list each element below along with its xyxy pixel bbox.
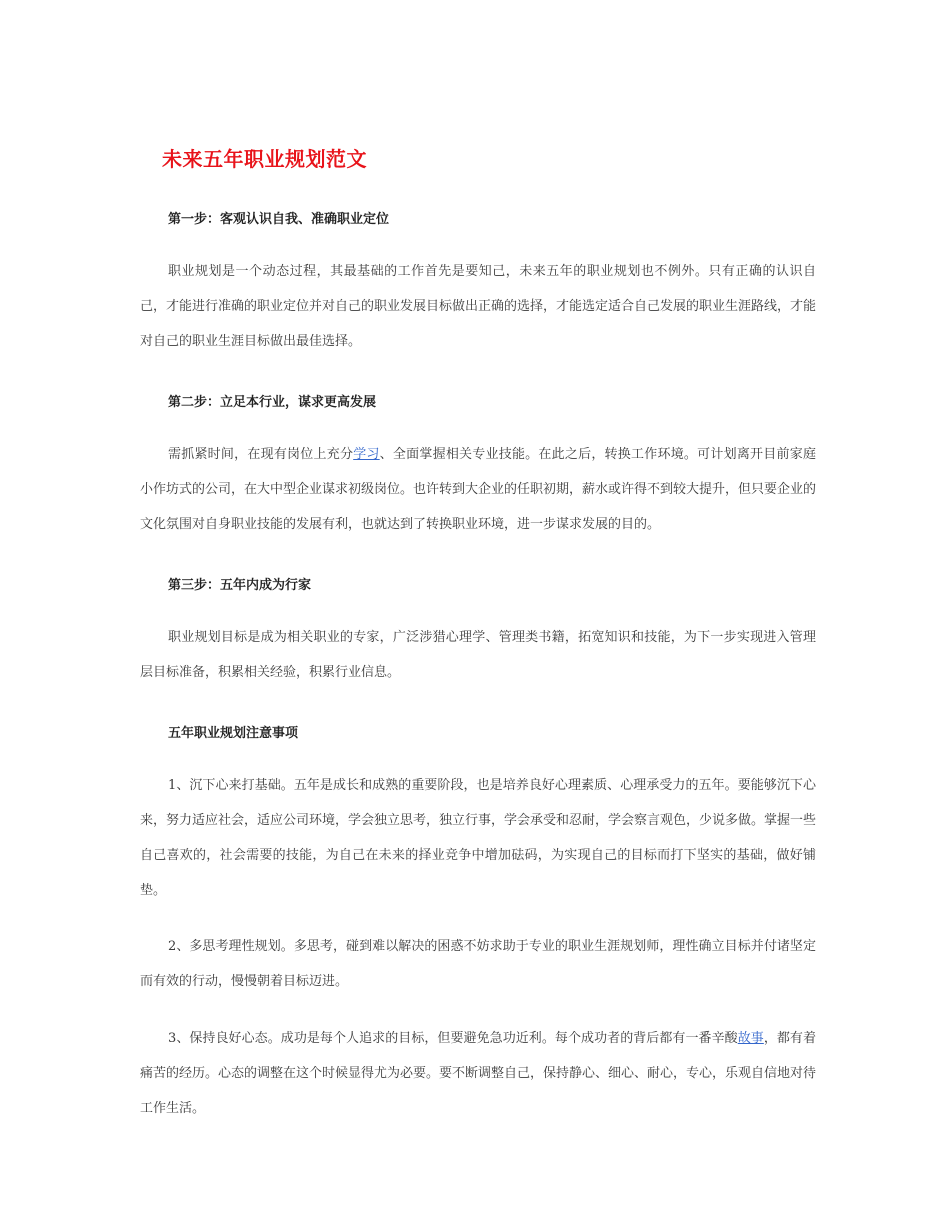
step2-paragraph	[140, 437, 816, 542]
note3-text-after-link: ，都有着痛苦的经历。心态的调整在这个时候显得尤为必要。要不断调整自己，保持静心、细心、耐心，专心，乐观自信地对待工作生活。	[140, 1031, 817, 1116]
note-item-2: 2、多思考理性规划。多思考，碰到难以解决的困惑不妨求助于专业的职业生涯规划师，理性确立目标并付诸坚定而有效的行动，慢慢朝着目标迈进。	[140, 939, 816, 989]
step3-heading: 第三步：五年内成为行家	[168, 578, 312, 593]
note-item-3	[140, 1021, 816, 1126]
step2-text-after-link: 、全面掌握相关专业技能。在此之后，转换工作环境。可计划离开目前家庭小作坊式的公司，在大中型企业谋求初级岗位。也许转到大企业的任职初期，薪水或许得不到较大提升，但只要企业的文化氛围对自身职业技能的发展有利，也就达到了转换职业环境，进一步谋求发展的目的。	[140, 447, 817, 532]
note3-text-before-link: 3、保持良好心态。成功是每个人追求的目标，但要避免急功近利。每个成功者的背后都有一番辛酸	[168, 1031, 738, 1046]
step3-paragraph: 职业规划目标是成为相关职业的专家，广泛涉猎心理学、管理类书籍，拓宽知识和技能，为下一步实现进入管理层目标准备，积累相关经验，积累行业信息。	[140, 630, 816, 680]
study-link[interactable]: 学习	[353, 447, 380, 462]
story-link[interactable]: 故事	[737, 1031, 764, 1046]
notes-heading: 五年职业规划注意事项	[168, 726, 299, 741]
step2-heading: 第二步：立足本行业，谋求更高发展	[168, 395, 377, 410]
step1-heading: 第一步：客观认识自我、准确职业定位	[168, 212, 390, 227]
document-title: 未来五年职业规划范文	[162, 147, 367, 171]
note-item-1: 1、沉下心来打基础。五年是成长和成熟的重要阶段，也是培养良好心理素质、心理承受力的五年。要能够沉下心来，努力适应社会，适应公司环境，学会独立思考，独立行事，学会承受和忍耐，学会察言观色，少说多做。掌握一些自己喜欢的，社会需要的技能，为自己在未来的择业竞争中增加砝码，为实现自己的目标而打下坚实的基础，做好铺垫。	[140, 778, 817, 898]
step2-text-before-link: 需抓紧时间，在现有岗位上充分	[168, 447, 354, 462]
step1-paragraph: 职业规划是一个动态过程，其最基础的工作首先是要知己，未来五年的职业规划也不例外。只有正确的认识自己，才能进行准确的职业定位并对自己的职业发展目标做出正确的选择，才能选定适合自己发展的职业生涯路线，才能对自己的职业生涯目标做出最佳选择。	[140, 264, 817, 349]
